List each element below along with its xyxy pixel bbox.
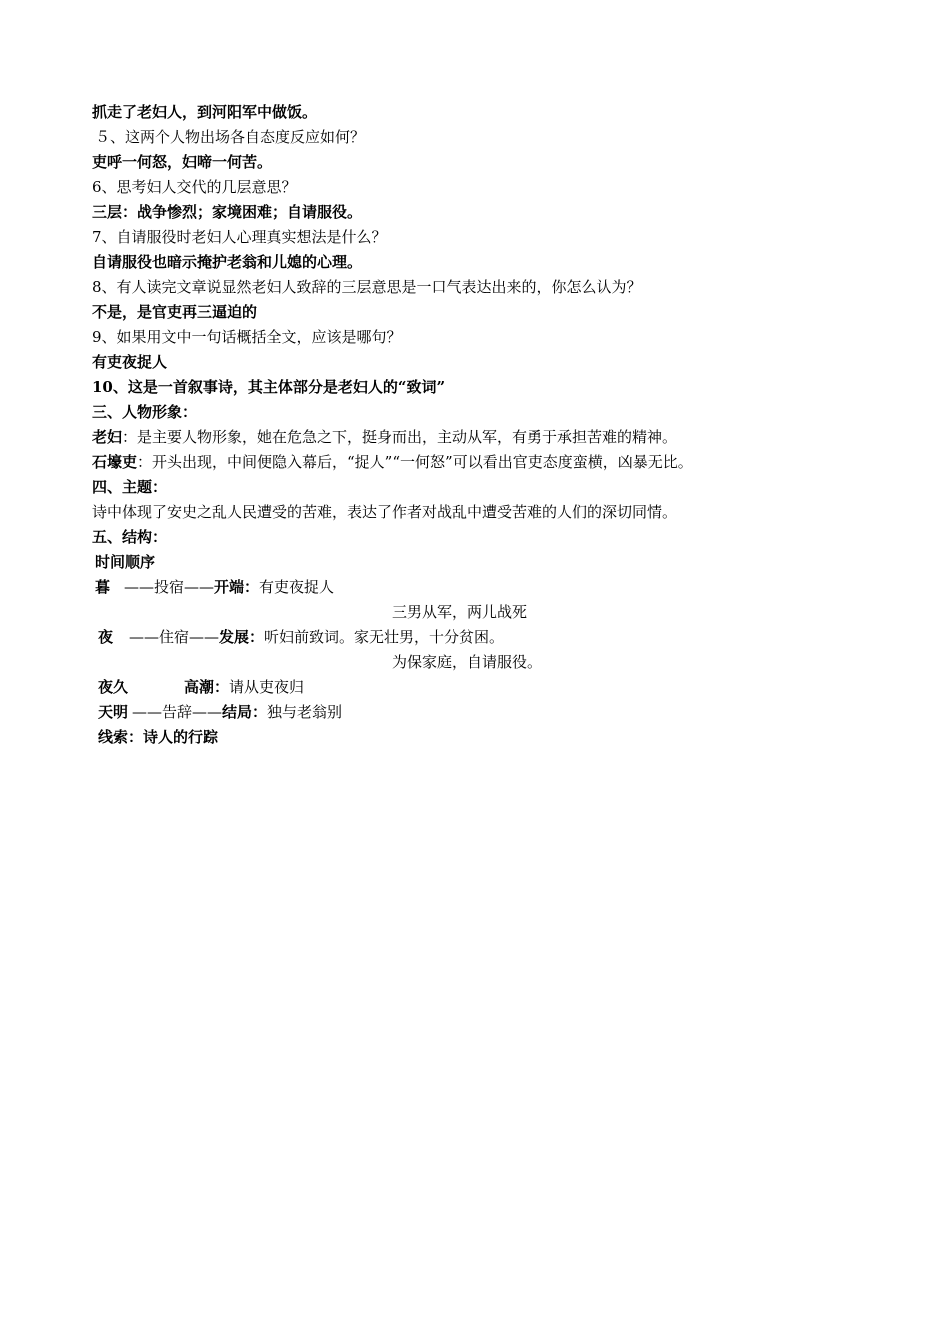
structure-connector: ——投宿——: [124, 578, 215, 596]
section-heading-structure: 五、结构：: [92, 528, 168, 546]
character-old-woman: [92, 425, 892, 450]
structure-connector: ——告辞——: [132, 703, 223, 721]
answer-7: 自请服役也暗示掩护老翁和儿媳的心理。: [92, 253, 363, 271]
answer-line: 抓走了老妇人，到河阳军中做饭。: [92, 103, 318, 121]
stage-label: 结局：: [222, 703, 268, 721]
answer-9: 有吏夜捉人: [92, 353, 168, 371]
time-order-label: 时间顺序: [95, 553, 156, 571]
stage-label: 发展：: [219, 628, 265, 646]
time-label: 天明: [98, 703, 129, 721]
question-6: 6、思考妇人交代的几层意思？: [92, 178, 297, 196]
answer-5: 吏呼一何怒，妇啼一何苦。: [92, 153, 273, 171]
stage-text: 请从吏夜归: [229, 678, 305, 696]
structure-clue: 线索：诗人的行踪: [98, 728, 219, 746]
section-heading-theme: 四、主题：: [92, 478, 168, 496]
stage-text: 独与老翁别: [267, 703, 343, 721]
character-official: [92, 450, 892, 475]
question-8: 8、有人读完文章说显然老妇人致辞的三层意思是一口气表达出来的，你怎么认为？: [92, 278, 642, 296]
stage-label: 高潮：: [184, 678, 230, 696]
question-5: ５、这两个人物出场各自态度反应如何？: [95, 128, 366, 146]
character-label: 石壕吏: [92, 453, 138, 471]
time-label: 夜久: [98, 678, 129, 696]
structure-row-night: [92, 625, 892, 650]
structure-row-dawn: [92, 700, 892, 725]
time-label: 夜: [98, 628, 114, 646]
document-page: [92, 100, 892, 750]
structure-connector: ——住宿——: [129, 628, 220, 646]
stage-text: 有吏夜捉人: [259, 578, 335, 596]
question-9: 9、如果用文中一句话概括全文，应该是哪句？: [92, 328, 402, 346]
structure-row-dusk: [92, 575, 892, 600]
structure-row-late-night: [92, 675, 892, 700]
character-description: ：是主要人物形象，她在危急之下，挺身而出，主动从军，有勇于承担苦难的精神。: [122, 428, 678, 446]
character-label: 老妇: [92, 428, 123, 446]
time-label: 暮: [95, 578, 111, 596]
answer-6: 三层：战争惨烈；家境困难；自请服役。: [92, 203, 363, 221]
point-10: 10、这是一首叙事诗，其主体部分是老妇人的“致词”: [92, 378, 446, 396]
theme-text: 诗中体现了安史之乱人民遭受的苦难，表达了作者对战乱中遭受苦难的人们的深切同情。: [92, 503, 678, 521]
stage-label: 开端：: [214, 578, 260, 596]
answer-8: 不是，是官吏再三逼迫的: [92, 303, 258, 321]
question-7: 7、自请服役时老妇人心理真实想法是什么？: [92, 228, 387, 246]
structure-detail: 三男从军，两儿战死: [392, 603, 528, 621]
section-heading-characters: 三、人物形象：: [92, 403, 198, 421]
stage-text: 听妇前致词。家无壮男，十分贫困。: [264, 628, 505, 646]
structure-detail: 为保家庭，自请服役。: [392, 653, 543, 671]
character-description: ：开头出现，中间便隐入幕后，“捉人”“一何怒”可以看出官吏态度蛮横，凶暴无比。: [137, 453, 693, 471]
